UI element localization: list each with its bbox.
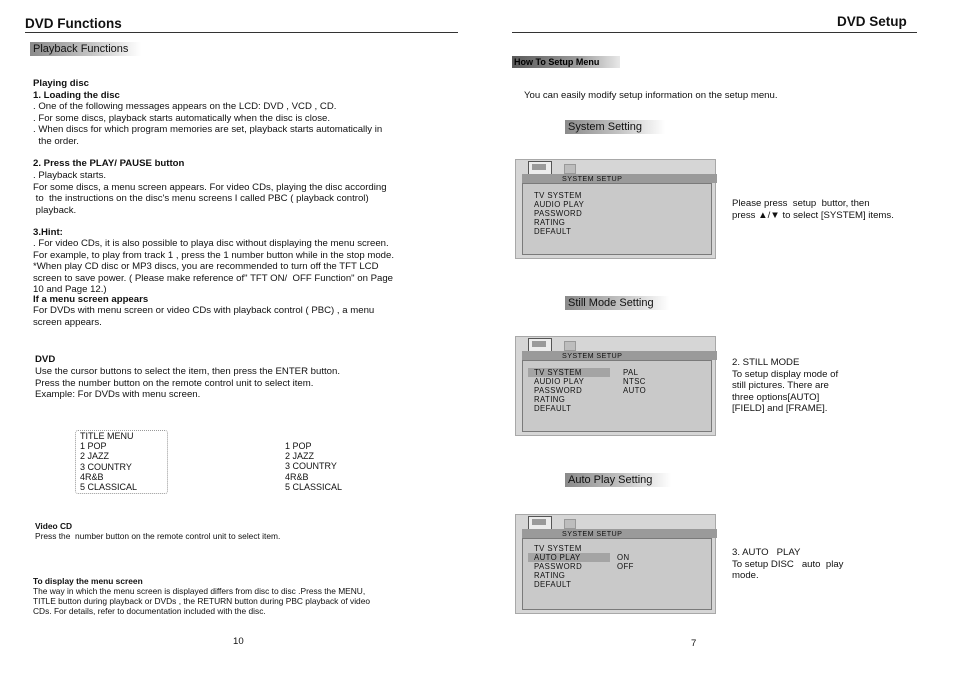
playing-disc-title: Playing disc	[33, 78, 89, 89]
text-line: mode.	[732, 570, 759, 582]
right-page-header: DVD Setup	[837, 14, 907, 29]
text-line: Please press setup buttor, then	[732, 198, 870, 209]
text-line: 10 and Page 12.)	[33, 284, 107, 296]
text-line: screen appears.	[33, 316, 102, 328]
menu-item-audio-play[interactable]: AUDIO PLAY	[534, 377, 585, 386]
menu-item-audio-play[interactable]: AUDIO PLAY	[534, 200, 585, 209]
list-item: 4R&B	[285, 471, 309, 482]
text-line: Press the number button on the remote control unit to select item.	[35, 377, 314, 389]
hint-text	[33, 238, 394, 296]
list-item: 4R&B	[80, 471, 104, 482]
list-item: 3 COUNTRY	[285, 461, 337, 472]
menu-item-tv-system[interactable]: TV SYSTEM	[534, 191, 582, 200]
speaker-icon	[564, 519, 576, 529]
text-line: screen to save power. ( Please make reference of" TFT ON/ OFF Function" on Page	[33, 272, 393, 284]
setup-intro: You can easily modify setup information on the setup menu.	[524, 90, 778, 101]
text-line: To setup display mode of	[732, 368, 839, 380]
text-line: Use the cursor buttons to select the item, then press the ENTER button.	[35, 366, 341, 377]
menu-item-rating[interactable]: RATING	[534, 218, 566, 227]
text-line: . For video CDs, it is also possible to playa disc without displaying the menu screen.	[33, 238, 389, 249]
list-item: 3 COUNTRY	[80, 461, 132, 472]
still-mode-description	[732, 357, 838, 415]
option-ntsc[interactable]: NTSC	[623, 377, 646, 386]
text-line: The way in which the menu screen is displayed differs from disc to disc .Press the MENU,	[33, 586, 366, 596]
left-page-header: DVD Functions	[25, 16, 122, 31]
auto-play-description	[732, 547, 843, 582]
text-line: still pictures. There are	[732, 380, 829, 392]
still-mode-setting-tag: Still Mode Setting	[565, 296, 669, 310]
press-play-text	[33, 170, 387, 216]
menu-item-tv-system[interactable]: TV SYSTEM	[534, 368, 582, 377]
tv-icon	[528, 516, 552, 530]
speaker-icon	[564, 341, 576, 351]
text-line: TITLE button during playback or DVDs , the RETURN button during PBC playback of video	[33, 596, 371, 607]
loading-disc-title: 1. Loading the disc	[33, 90, 120, 101]
list-item: 2 JAZZ	[80, 451, 110, 462]
speaker-icon	[564, 164, 576, 174]
menu-item-rating[interactable]: RATING	[534, 395, 566, 404]
screen-title: SYSTEM SETUP	[562, 174, 623, 183]
text-line: For example, to play from track 1 , press the 1 number button while in the stop mode.	[33, 249, 395, 261]
hint-title: 3.Hint:	[33, 227, 63, 238]
text-line: 3. AUTO PLAY	[732, 547, 801, 558]
system-setting-tag: System Setting	[565, 120, 665, 134]
video-cd-text: Press the number button on the remote control unit to select item.	[35, 531, 281, 541]
display-menu-text	[33, 586, 370, 617]
option-off[interactable]: OFF	[617, 562, 634, 571]
screen-title: SYSTEM SETUP	[562, 351, 623, 360]
title-menu-list	[80, 431, 137, 492]
text-line: 2. STILL MODE	[732, 357, 800, 368]
video-cd-title: Video CD	[35, 521, 73, 531]
text-line: . Playback starts.	[33, 170, 107, 181]
menu-screen-title: If a menu screen appears	[33, 294, 149, 305]
dvd-text	[35, 366, 340, 401]
auto-play-setting-tag: Auto Play Setting	[565, 473, 671, 487]
text-line: press ▲/▼ to select [SYSTEM] items.	[732, 209, 894, 221]
system-setting-description	[732, 198, 894, 221]
screen-title: SYSTEM SETUP	[562, 529, 623, 538]
menu-item-default[interactable]: DEFAULT	[534, 580, 572, 589]
text-line: For DVDs with menu screen or video CDs with playback control ( PBC) , a menu	[33, 305, 375, 316]
menu-item-tv-system[interactable]: TV SYSTEM	[534, 544, 582, 553]
text-line: For some discs, a menu screen appears. For video CDs, playing the disc according	[33, 181, 387, 193]
press-play-title: 2. Press the PLAY/ PAUSE button	[33, 158, 185, 169]
tv-icon	[528, 338, 552, 352]
menu-item-default[interactable]: DEFAULT	[534, 227, 572, 236]
how-to-setup-tag: How To Setup Menu	[512, 56, 620, 68]
left-page-number: 10	[233, 636, 244, 647]
playback-functions-tag: Playback Functions	[30, 42, 141, 56]
menu-screen-text	[33, 305, 374, 328]
text-line: playback.	[33, 204, 77, 216]
list-item: 1 POP	[285, 441, 312, 451]
text-line: [FIELD] and [FRAME].	[732, 403, 828, 415]
option-pal[interactable]: PAL	[623, 368, 639, 377]
menu-item-password[interactable]: PASSWORD	[534, 386, 583, 395]
text-line: three options[AUTO]	[732, 391, 820, 403]
list-item: TITLE MENU	[80, 431, 134, 441]
text-line: *When play CD disc or MP3 discs, you are recommended to turn off the TFT LCD	[33, 261, 379, 273]
right-page-number: 7	[691, 638, 697, 649]
tv-icon	[528, 161, 552, 175]
list-item: 1 POP	[80, 441, 107, 452]
text-line: to the instructions on the disc's menu screens I called PBC ( playback control)	[33, 193, 369, 205]
text-line: the order.	[33, 135, 79, 147]
menu-item-default[interactable]: DEFAULT	[534, 404, 572, 413]
number-list	[285, 441, 342, 492]
system-setup-screen	[515, 159, 716, 259]
menu-item-rating[interactable]: RATING	[534, 571, 566, 580]
text-line: . For some discs, playback starts automatically when the disc is close.	[33, 112, 330, 124]
auto-play-screen	[515, 514, 716, 614]
text-line: To setup DISC auto play	[732, 558, 844, 570]
list-item: 2 JAZZ	[285, 451, 315, 462]
text-line: CDs. For details, refer to documentation included with the disc.	[33, 606, 266, 617]
menu-item-password[interactable]: PASSWORD	[534, 562, 583, 571]
dvd-title: DVD	[35, 354, 56, 365]
still-mode-screen	[515, 336, 716, 436]
text-line: Example: For DVDs with menu screen.	[35, 389, 201, 401]
option-on[interactable]: ON	[617, 553, 630, 562]
left-header-rule	[25, 32, 458, 33]
right-header-rule	[512, 32, 917, 33]
text-line: . One of the following messages appears on the LCD: DVD , VCD , CD.	[33, 101, 337, 112]
menu-item-password[interactable]: PASSWORD	[534, 209, 583, 218]
text-line: . When discs for which program memories are set, playback starts automatically in	[33, 124, 383, 136]
list-item: 5 CLASSICAL	[285, 481, 343, 492]
option-auto[interactable]: AUTO	[623, 386, 647, 395]
list-item: 5 CLASSICAL	[80, 482, 138, 493]
loading-disc-text	[33, 101, 382, 147]
display-menu-title: To display the menu screen	[33, 576, 143, 586]
menu-item-auto-play[interactable]: AUTO PLAY	[534, 553, 581, 562]
